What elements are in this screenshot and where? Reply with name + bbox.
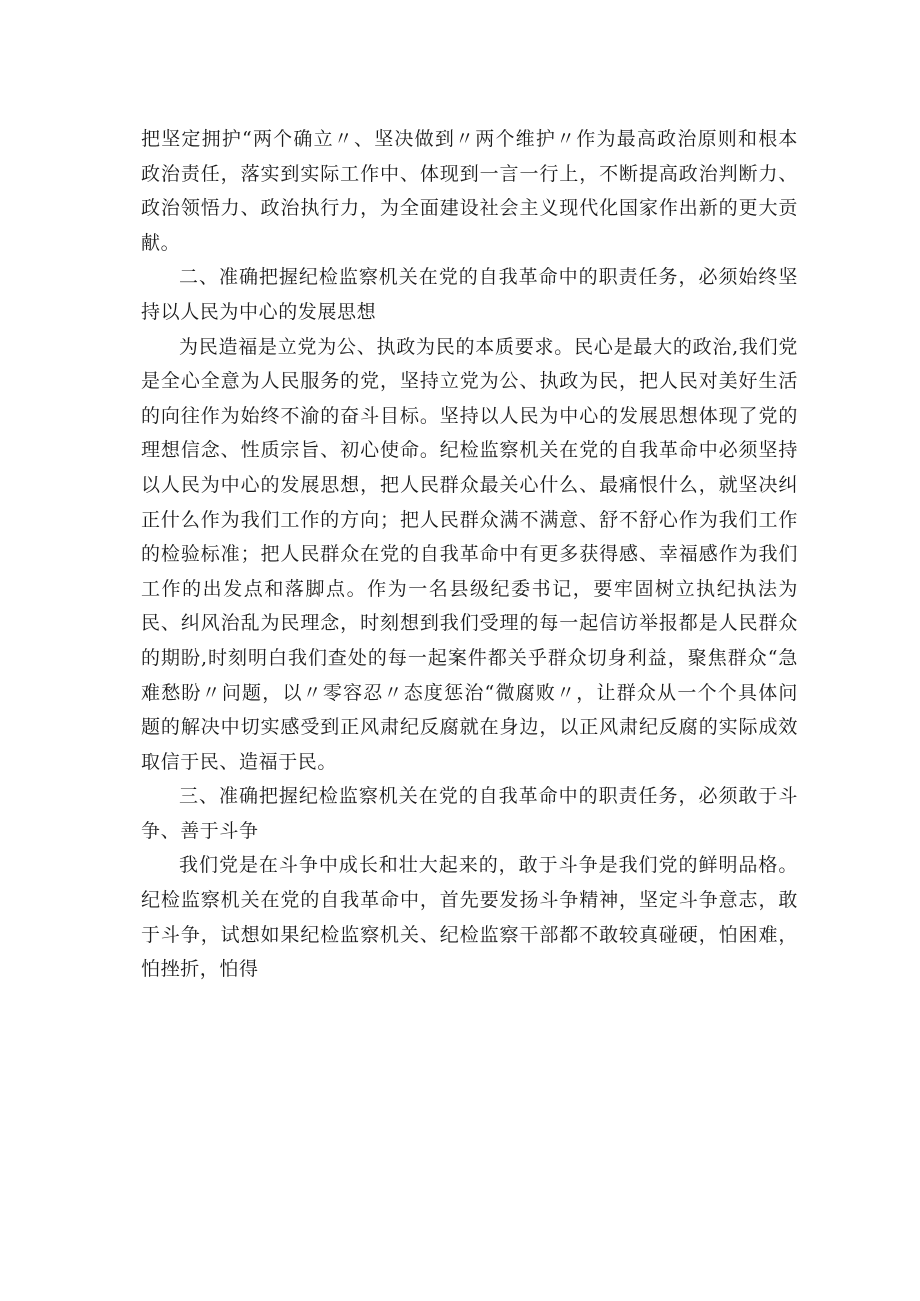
document-body [141, 122, 798, 987]
paragraph-struggle: 我们党是在斗争中成长和壮大起来的，敢于斗争是我们党的鲜明品格。纪检监察机关在党的自我革命中，首先要发扬斗争精神，坚定斗争意志，敢于斗争，试想如果纪检监察机关、纪检监察干部都不敢较真碰硬，怕困难，怕挫折，怕得 [141, 854, 798, 981]
section-heading-two: 二、准确把握纪检监察机关在党的自我革命中的职责任务，必须始终坚持以人民为中心的发展思想 [141, 266, 798, 323]
paragraph-people-centered: 为民造福是立党为公、执政为民的本质要求。民心是最大的政治,我们党是全心全意为人民服务的党，坚持立党为公、执政为民，把人民对美好生活的向往作为始终不渝的奋斗目标。坚持以人民为中心的发展思想体现了党的理想信念、性质宗旨、初心使命。纪检监察机关在党的自我革命中必须坚持以人民为中心的发展思想，把人民群众最关心什么、最痛恨什么，就坚决纠正什么作为我们工作的方向；把人民群众满不满意、舒不舒心作为我们工作的检验标准；把人民群众在党的自我革命中有更多获得感、幸福感作为我们工作的出发点和落脚点。作为一名县级纪委书记，要牢固树立执纪执法为民、纠风治乱为民理念，时刻想到我们受理的每一起信访举报都是人民群众的期盼,时刻明白我们查处的每一起案件都关乎群众切身利益，聚焦群众“急难愁盼〃问题，以〃零容忍〃态度惩治“微腐败〃，让群众从一个个具体问题的解决中切实感受到正风肃纪反腐就在身边，以正风肃纪反腐的实际成效取信于民、造福于民。 [141, 335, 798, 773]
section-heading-three: 三、准确把握纪检监察机关在党的自我革命中的职责任务，必须敢于斗争、善于斗争 [141, 785, 798, 842]
paragraph-continued: 把坚定拥护“两个确立〃、坚决做到〃两个维护〃作为最高政治原则和根本政治责任，落实到实际工作中、体现到一言一行上，不断提高政治判断力、政治领悟力、政治执行力，为全面建设社会主义现代化国家作出新的更大贡献。 [141, 128, 798, 254]
